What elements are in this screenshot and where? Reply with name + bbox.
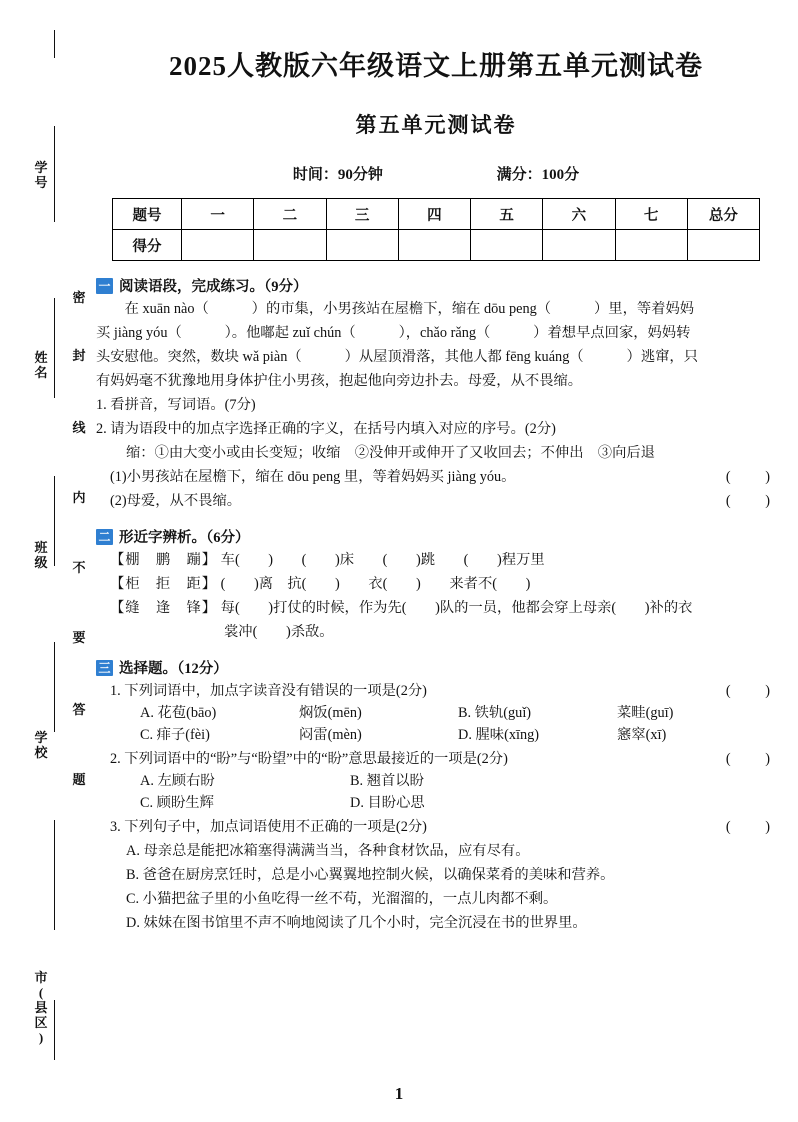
option-b[interactable]: B. 爸爸在厨房烹饪时，总是小心翼翼地控制火候，以确保菜肴的美味和营养。 bbox=[126, 867, 615, 883]
seal-divider-line bbox=[54, 126, 55, 222]
choice-question-2-options-row-2 bbox=[96, 792, 776, 814]
seal-divider-line bbox=[54, 820, 55, 930]
seal-strip bbox=[18, 30, 96, 1090]
option-b-extra: 菜畦(guī) bbox=[617, 705, 674, 721]
score-input-cell[interactable] bbox=[398, 230, 470, 261]
question-text: 1. 下列词语中，加点字读音没有错误的一项是(2分) bbox=[110, 683, 427, 699]
page-number: 1 bbox=[394, 1084, 404, 1103]
section-title: 选择题。（12分） bbox=[119, 661, 228, 677]
exam-meta bbox=[96, 163, 776, 184]
question-text: 3. 下列句子中，加点词语使用不正确的一项是(2分) bbox=[110, 819, 427, 835]
section-heading-1 bbox=[96, 275, 776, 296]
option-a[interactable]: A. 母亲总是能把冰箱塞得满满当当，各种食材饮品，应有尽有。 bbox=[126, 843, 530, 859]
score-table-cell: 六 bbox=[543, 199, 615, 230]
option-d[interactable]: D. 目盼心思 bbox=[350, 795, 425, 811]
answer-bracket[interactable]: ( ) bbox=[725, 683, 772, 699]
answer-bracket[interactable]: ( ) bbox=[725, 469, 772, 485]
exam-subtitle: 第五单元测试卷 bbox=[355, 113, 517, 137]
score-table-cell: 五 bbox=[471, 199, 543, 230]
similar-char-line-3 bbox=[96, 598, 776, 619]
page-title: 2025人教版六年级语文上册第五单元测试卷 bbox=[169, 51, 703, 81]
choice-question-1-options-row-2 bbox=[96, 724, 776, 746]
score-input-cell[interactable] bbox=[326, 230, 398, 261]
score-table-cell: 四 bbox=[398, 199, 470, 230]
question-1-2-meanings: 缩：①由大变小或由长变短；收缩 ②没伸开或伸开了又收回去；不伸出 ③向后退 bbox=[126, 445, 655, 461]
char-group-blanks[interactable]: 每( )打仗的时候，作为先( )队的一员，他都会穿上母亲( )补的衣 bbox=[220, 600, 693, 616]
char-group-blanks[interactable]: 裳冲( )杀敌。 bbox=[224, 624, 334, 640]
option-c-extra: 闷雷(mèn) bbox=[299, 727, 362, 743]
passage-line: 在 xuān nào（ ）的市集，小男孩站在屋檐下，缩在 dōu peng（ ）里，等着妈妈 bbox=[124, 301, 695, 317]
char-group-blanks[interactable]: 车( ) ( )床 ( )跳 ( )程万里 bbox=[220, 552, 545, 568]
option-a[interactable]: A. 左顾右盼 bbox=[140, 773, 215, 789]
seal-label-school: 学 校 bbox=[34, 730, 48, 760]
passage-line: 有妈妈毫不犹豫地用身体护住小男孩，抱起他向旁边扑去。母爱，从不畏缩。 bbox=[96, 373, 583, 389]
seal-label-question: 题 bbox=[72, 772, 86, 787]
score-table-cell: 得分 bbox=[113, 230, 182, 261]
seal-label-feng: 封 bbox=[72, 348, 86, 363]
section-heading-3 bbox=[96, 657, 776, 678]
seal-divider-line bbox=[54, 298, 55, 398]
choice-question-1-stem bbox=[96, 681, 776, 702]
option-b[interactable]: B. 铁轨(guǐ) bbox=[458, 705, 532, 721]
seal-divider-line bbox=[54, 30, 55, 58]
score-table-cell: 三 bbox=[326, 199, 398, 230]
section-number-badge: 三 bbox=[96, 660, 113, 676]
score-table-cell: 二 bbox=[254, 199, 326, 230]
passage-line: 头安慰他。突然，数块 wǎ piàn（ ）从屋顶滑落，其他人都 fēng kuáng（ ）逃窜，只 bbox=[96, 349, 699, 365]
seal-label-inner: 内 bbox=[72, 490, 86, 505]
option-c[interactable]: C. 小猫把盆子里的小鱼吃得一丝不苟，光溜溜的，一点儿肉都不剩。 bbox=[126, 891, 558, 907]
option-d[interactable]: D. 妹妹在图书馆里不声不响地阅读了几个小时，完全沉浸在书的世界里。 bbox=[126, 915, 587, 931]
score-input-cell[interactable] bbox=[615, 230, 687, 261]
seal-label-line: 线 bbox=[72, 420, 86, 435]
seal-label-city: 市 ( 县 区 ) bbox=[34, 970, 48, 1045]
section-number-badge: 二 bbox=[96, 529, 113, 545]
char-group-bracket: 【缝 逢 锋】 bbox=[110, 600, 218, 616]
score-input-cell[interactable] bbox=[543, 230, 615, 261]
section-number-badge: 一 bbox=[96, 278, 113, 294]
question-text: (2)母爱，从不畏缩。 bbox=[110, 493, 242, 509]
exam-content bbox=[96, 30, 776, 934]
time-limit-label: 时间：90分钟 bbox=[292, 167, 383, 183]
choice-question-1-options-row-1 bbox=[96, 702, 776, 724]
question-1-2-item-2 bbox=[96, 491, 776, 512]
question-text: 2. 下列词语中的“盼”与“盼望”中的“盼”意思最接近的一项是(2分) bbox=[110, 751, 508, 767]
table-row-header bbox=[113, 199, 760, 230]
seal-divider-line bbox=[54, 476, 55, 566]
total-score-label: 满分：100分 bbox=[496, 167, 580, 183]
answer-bracket[interactable]: ( ) bbox=[725, 493, 772, 509]
seal-label-seal: 密 bbox=[72, 290, 86, 305]
answer-bracket[interactable]: ( ) bbox=[725, 819, 772, 835]
section-title: 阅读语段，完成练习。（9分） bbox=[119, 279, 308, 295]
choice-question-3-stem bbox=[96, 817, 776, 838]
option-c[interactable]: C. 痱子(fèi) bbox=[140, 727, 210, 743]
choice-question-2-options-row-1 bbox=[96, 770, 776, 792]
score-table bbox=[112, 198, 760, 261]
score-table-cell: 七 bbox=[615, 199, 687, 230]
question-1-2: 2. 请为语段中的加点字选择正确的字义，在括号内填入对应的序号。(2分) bbox=[96, 421, 556, 437]
seal-label-not: 不 bbox=[72, 560, 86, 575]
question-1-1: 1. 看拼音，写词语。(7分) bbox=[96, 397, 256, 413]
question-text: (1)小男孩站在屋檐下，缩在 dōu peng 里，等着妈妈买 jiàng yóu。 bbox=[110, 469, 516, 485]
seal-label-student-id: 学 号 bbox=[34, 160, 48, 190]
char-group-bracket: 【柜 拒 距】 bbox=[110, 576, 218, 592]
question-1-2-item-1 bbox=[96, 467, 776, 488]
score-input-cell[interactable] bbox=[182, 230, 254, 261]
option-a[interactable]: A. 花苞(bāo) bbox=[140, 705, 217, 721]
passage-line: 买 jiàng yóu（ ）。他嘟起 zuǐ chún（ ），chǎo rǎng（ ）着想早点回家，妈妈转 bbox=[96, 325, 691, 341]
score-table-cell: 题号 bbox=[113, 199, 182, 230]
score-input-cell[interactable] bbox=[254, 230, 326, 261]
seal-label-answer: 答 bbox=[72, 702, 86, 717]
seal-label-require: 要 bbox=[72, 630, 86, 645]
section-heading-2 bbox=[96, 526, 776, 547]
seal-divider-line bbox=[54, 642, 55, 732]
seal-divider-line bbox=[54, 1000, 55, 1060]
seal-label-name: 姓 名 bbox=[34, 350, 48, 380]
option-b[interactable]: B. 翘首以盼 bbox=[350, 773, 424, 789]
choice-question-2-stem bbox=[96, 749, 776, 770]
score-input-cell[interactable] bbox=[471, 230, 543, 261]
similar-char-line-4 bbox=[96, 622, 776, 643]
similar-char-line-1 bbox=[96, 550, 776, 571]
seal-label-class: 班 级 bbox=[34, 540, 48, 570]
score-table-cell: 一 bbox=[182, 199, 254, 230]
section-title: 形近字辨析。（6分） bbox=[119, 530, 250, 546]
answer-bracket[interactable]: ( ) bbox=[725, 751, 772, 767]
option-a-extra: 焖饭(mēn) bbox=[299, 705, 362, 721]
similar-char-line-2 bbox=[96, 574, 776, 595]
score-input-cell[interactable] bbox=[687, 230, 759, 261]
option-d[interactable]: D. 腥味(xīng) bbox=[458, 727, 540, 743]
option-d-extra: 窸窣(xī) bbox=[617, 727, 667, 743]
option-c[interactable]: C. 顾盼生辉 bbox=[140, 795, 214, 811]
char-group-bracket: 【棚 鹏 蹦】 bbox=[110, 552, 218, 568]
char-group-blanks[interactable]: ( )离 抗( ) 衣( ) 来者不( ) bbox=[220, 576, 531, 592]
table-row bbox=[113, 230, 760, 261]
score-table-cell: 总分 bbox=[687, 199, 759, 230]
